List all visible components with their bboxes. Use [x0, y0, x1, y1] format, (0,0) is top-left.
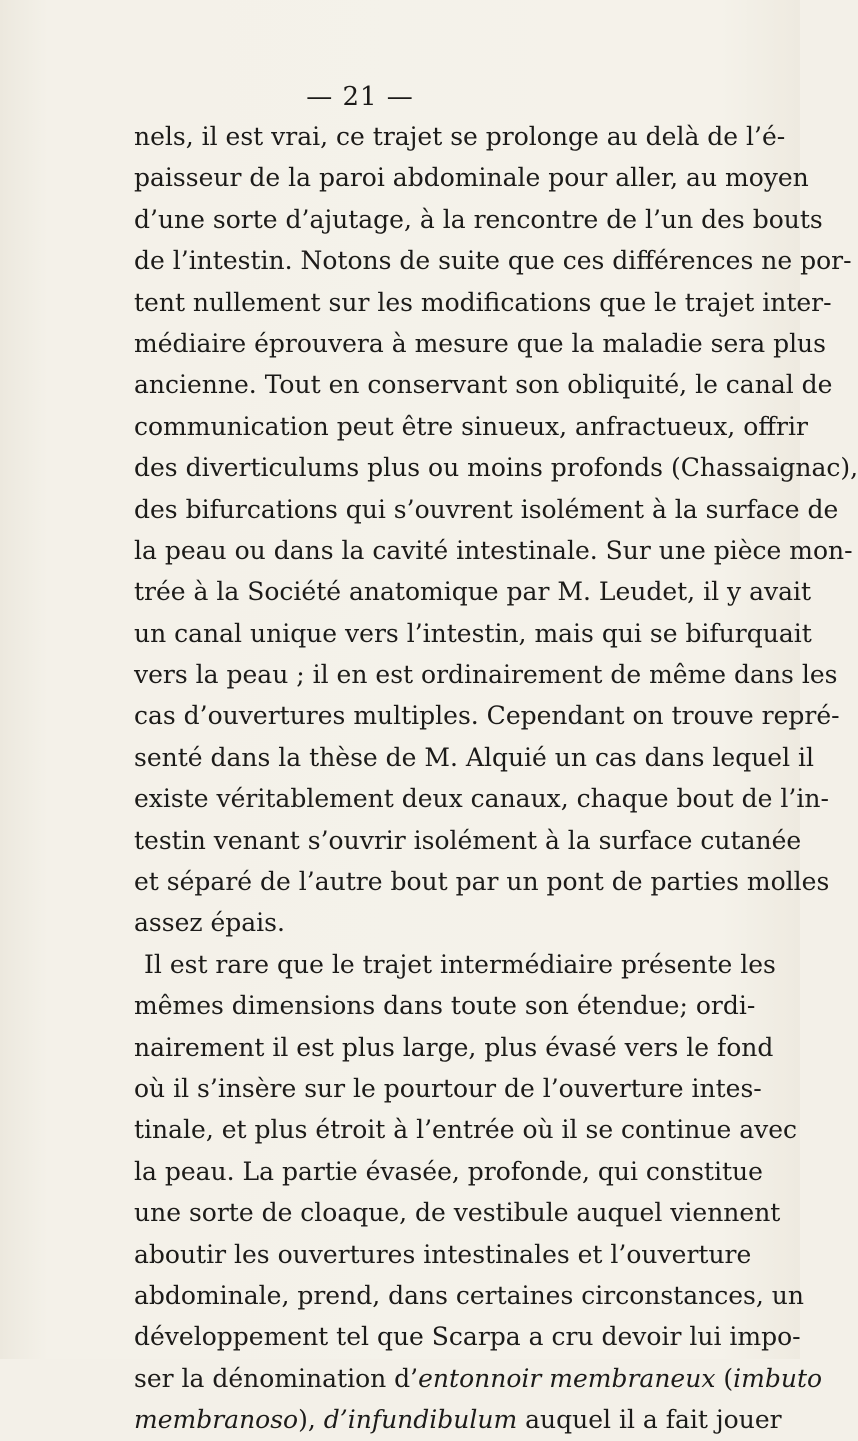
- italic-text-segment: membranoso: [134, 1405, 299, 1435]
- text-segment: (: [715, 1363, 734, 1393]
- text-line: [134, 613, 812, 654]
- text-line: [134, 157, 809, 198]
- text-line: [134, 1234, 752, 1275]
- text-segment: testin venant s’ouvrir isolément à la surface cutanée: [134, 825, 802, 855]
- text-line: [134, 282, 832, 323]
- text-segment: trée à la Société anatomique par M. Leudet, il y avait: [134, 577, 812, 607]
- text-segment: la peau ou dans la cavité intestinale. Sur une pièce mon-: [134, 535, 853, 565]
- text-line: [134, 1275, 804, 1316]
- text-line: [134, 1109, 798, 1150]
- text-segment: tent nullement sur les modifications que le trajet inter-: [134, 287, 832, 317]
- text-line: [134, 985, 756, 1026]
- text-segment: où il s’insère sur le pourtour de l’ouverture intes-: [134, 1073, 762, 1103]
- body-text: [134, 116, 858, 1441]
- text-segment: vers la peau ; il en est ordinairement de même dans les: [134, 660, 838, 690]
- italic-text-segment: d’infundibulum: [323, 1405, 518, 1435]
- text-segment: aboutir les ouvertures intestinales et l’ouverture: [134, 1239, 752, 1269]
- text-line: [134, 1192, 781, 1233]
- text-line: [134, 1316, 801, 1357]
- text-segment: de l’intestin. Notons de suite que ces différences ne por-: [134, 246, 852, 276]
- page-number: — 21 —: [306, 82, 414, 112]
- text-segment: des diverticulums plus ou moins profonds (Chassaignac),: [134, 453, 858, 483]
- text-segment: et séparé de l’autre bout par un pont de parties molles: [134, 867, 830, 897]
- text-segment: mêmes dimensions dans toute son étendue; ordi-: [134, 991, 756, 1021]
- text-line: [134, 116, 786, 157]
- text-segment: communication peut être sinueux, anfractueux, offrir: [134, 411, 808, 441]
- text-segment: auquel il a fait jouer: [517, 1405, 782, 1435]
- text-line: [134, 654, 838, 695]
- text-segment: nairement il est plus large, plus évasé vers le fond: [134, 1032, 774, 1062]
- text-segment: existe véritablement deux canaux, chaque bout de l’in-: [134, 784, 829, 814]
- text-segment: ),: [298, 1405, 324, 1435]
- text-segment: tinale, et plus étroit à l’entrée où il se continue avec: [134, 1115, 798, 1145]
- text-segment: nels, il est vrai, ce trajet se prolonge au delà de l’é-: [134, 122, 786, 151]
- text-segment: une sorte de cloaque, de vestibule auquel viennent: [134, 1198, 781, 1228]
- text-line: [134, 695, 840, 736]
- text-line: [134, 737, 815, 778]
- text-line: [134, 199, 823, 240]
- text-line: [134, 778, 829, 819]
- text-line: [134, 1151, 763, 1192]
- text-line: [134, 364, 833, 405]
- text-line: [134, 447, 858, 488]
- italic-text-segment: entonnoir membraneux: [418, 1363, 716, 1393]
- text-line: [134, 1399, 782, 1440]
- text-segment: des bifurcations qui s’ouvrent isolément à la surface de: [134, 494, 839, 524]
- text-segment: paisseur de la paroi abdominale pour aller, au moyen: [134, 163, 809, 193]
- text-line: [134, 820, 802, 861]
- text-segment: développement tel que Scarpa a cru devoir lui impo-: [134, 1322, 801, 1352]
- text-segment: la peau. La partie évasée, profonde, qui constitue: [134, 1156, 763, 1186]
- text-line: [134, 1027, 774, 1068]
- text-line: [134, 323, 826, 364]
- text-segment: d’une sorte d’ajutage, à la rencontre de l’un des bouts: [134, 204, 823, 234]
- text-segment: senté dans la thèse de M. Alquié un cas dans lequel il: [134, 742, 815, 772]
- text-segment: ser la dénomination d’: [134, 1363, 419, 1393]
- text-line: [134, 530, 853, 571]
- italic-text-segment: imbuto: [733, 1363, 823, 1393]
- text-segment: Il est rare que le trajet intermédiaire présente les: [144, 949, 776, 979]
- text-line: [134, 240, 852, 281]
- text-segment: un canal unique vers l’intestin, mais qui se bifurquait: [134, 618, 812, 648]
- text-segment: ancienne. Tout en conservant son obliquité, le canal de: [134, 370, 833, 400]
- text-segment: assez épais.: [134, 908, 285, 938]
- text-line: [134, 1068, 762, 1109]
- text-segment: abdominale, prend, dans certaines circonstances, un: [134, 1280, 804, 1310]
- text-line: [134, 406, 808, 447]
- text-line: [134, 489, 839, 530]
- text-line: [134, 861, 830, 902]
- text-line: [134, 571, 812, 612]
- text-line: [134, 902, 654, 943]
- text-segment: cas d’ouvertures multiples. Cependant on trouve repré-: [134, 701, 840, 731]
- text-line: [134, 1358, 823, 1399]
- text-line: [134, 944, 776, 985]
- text-segment: médiaire éprouvera à mesure que la maladie sera plus: [134, 328, 826, 358]
